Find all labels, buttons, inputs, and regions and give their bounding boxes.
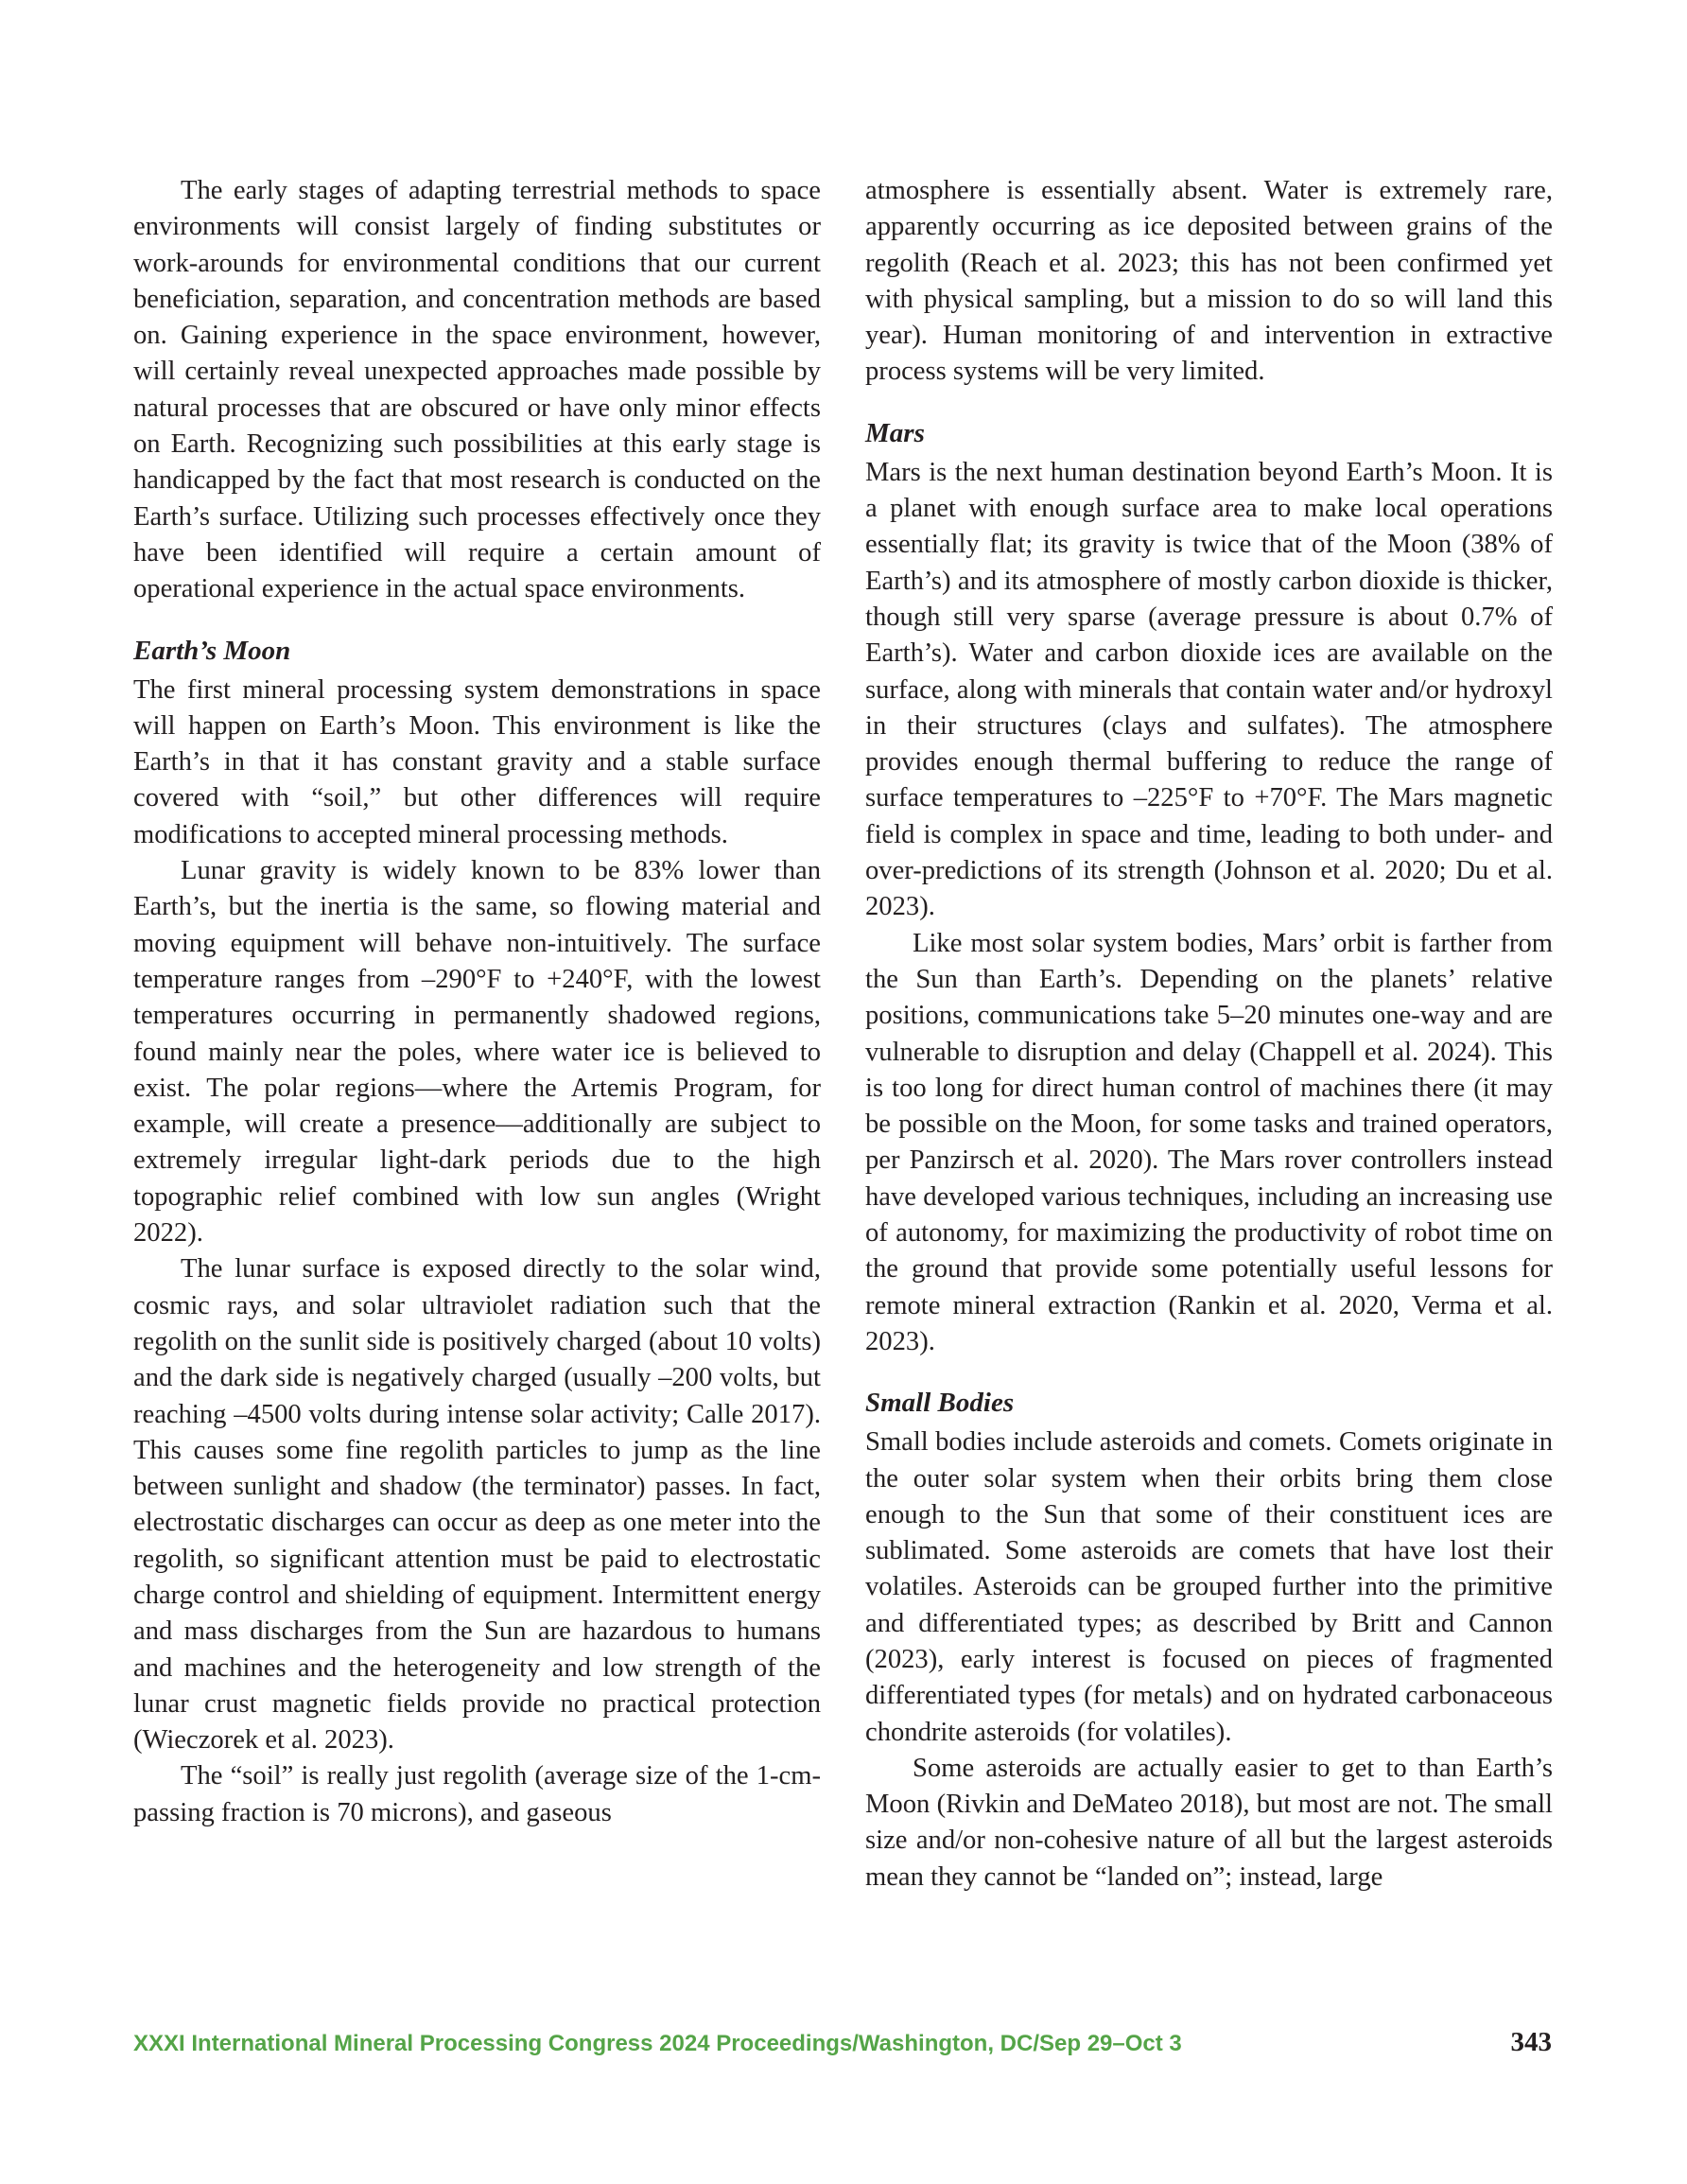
- section-heading-mars: Mars: [865, 417, 925, 448]
- paragraph: The lunar surface is exposed directly to the solar wind, cosmic rays, and solar ultraviolet radiation such that the regolith on the sunlit side is positively charged (about 10 volts) and the dark side is negatively charged (usually –200 volts, but reaching –4500 volts during intense solar activity; Calle 2017). This causes some fine regolith particles to jump as the line between sunlight and shadow (the terminator) passes. In fact, electrostatic discharges can occur as deep as one meter into the regolith, so significant attention must be paid to electrostatic charge control and shielding of equipment. Intermittent energy and mass discharges from the Sun are hazardous to humans and machines and the heterogeneity and low strength of the lunar crust magnetic fields provide no practical protection (Wieczorek et al. 2023).: [133, 1254, 821, 1756]
- right-column: [865, 173, 1553, 1896]
- left-column: [133, 173, 821, 1831]
- paragraph: Mars is the next human destination beyond Earth’s Moon. It is a planet with enough surface area to make local operations essentially flat; its gravity is twice that of the Moon (38% of Earth’s) and its atmosphere of mostly carbon dioxide is thicker, though still very sparse (average pressure is about 0.7% of Earth’s). Water and carbon dioxide ices are available on the surface, along with minerals that contain water and/or hydroxyl in their structures (clays and sulfates). The atmosphere provides enough thermal buffering to reduce the range of surface temperatures to –225°F to +70°F. The Mars magnetic field is complex in space and time, leading to both under- and over-predictions of its strength (Johnson et al. 2020; Du et al. 2023).: [865, 457, 1553, 922]
- section-heading-earths-moon: Earth’s Moon: [133, 635, 291, 666]
- page-number: 343: [1510, 2027, 1552, 2057]
- paragraph: The first mineral processing system demonstrations in space will happen on Earth’s Moon. This environment is like the Earth’s in that it has constant gravity and a stable surface covered with “soil,” but other differences will require modifications to accepted mineral processing methods.: [133, 674, 821, 849]
- paragraph: atmosphere is essentially absent. Water is extremely rare, apparently occurring as ice deposited between grains of the regolith (Reach et al. 2023; this has not been confirmed yet with physical sampling, but a mission to do so will land this year). Human monitoring of and intervention in extractive process systems will be very limited.: [865, 176, 1553, 387]
- paragraph: Like most solar system bodies, Mars’ orbit is farther from the Sun than Earth’s. Depending on the planets’ relative positions, communications take 5–20 minutes one-way and are vulnerable to disruption and delay (Chappell et al. 2024). This is too long for direct human control of machines there (it may be possible on the Moon, for some tasks and trained operators, per Panzirsch et al. 2020). The Mars rover controllers instead have developed various techniques, including an increasing use of autonomy, for maximizing the productivity of robot time on the ground that provide some potentially useful lessons for remote mineral extraction (Rankin et al. 2020, Verma et al. 2023).: [865, 928, 1553, 1356]
- paragraph: Lunar gravity is widely known to be 83% lower than Earth’s, but the inertia is the same, so flowing material and moving equipment will behave non-intuitively. The surface temperature ranges from –290°F to +240°F, with the lowest temperatures occurring in permanently shadowed regions, found mainly near the poles, where water ice is believed to exist. The polar regions—where the Artemis Program, for example, will create a presence—additionally are subject to extremely irregular light-dark periods due to the high topographic relief combined with low sun angles (Wright 2022).: [133, 856, 821, 1249]
- paragraph: The early stages of adapting terrestrial methods to space environments will consist largely of finding substitutes or work-arounds for environmental conditions that our current beneficiation, separation, and concentration methods are based on. Gaining experience in the space environment, however, will certainly reveal unexpected approaches made possible by natural processes that are obscured or have only minor effects on Earth. Recognizing such possibilities at this early stage is handicapped by the fact that most research is conducted on the Earth’s surface. Utilizing such processes effectively once they have been identified will require a certain amount of operational experience in the actual space environments.: [133, 176, 821, 604]
- paragraph: Small bodies include asteroids and comets. Comets originate in the outer solar system when their orbits bring them close enough to the Sun that some of their constituent ices are sublimated. Some asteroids are comets that have lost their volatiles. Asteroids can be grouped further into the primitive and differentiated types; as described by Britt and Cannon (2023), early interest is focused on pieces of fragmented differentiated types (for metals) and on hydrated carbonaceous chondrite asteroids (for volatiles).: [865, 1427, 1553, 1747]
- footer-proceedings-title: XXXI International Mineral Processing Congress 2024 Proceedings/Washington, DC/Sep 29–Oct 3: [133, 2031, 1182, 2056]
- section-heading-small-bodies: Small Bodies: [865, 1388, 1015, 1419]
- page-footer: [133, 2027, 1552, 2069]
- paragraph: Some asteroids are actually easier to get to than Earth’s Moon (Rivkin and DeMateo 2018), but most are not. The small size and/or non-cohesive nature of all but the largest asteroids mean they cannot be “landed on”; instead, large: [865, 1753, 1553, 1892]
- paragraph: The “soil” is really just regolith (average size of the 1-cm-passing fraction is 70 microns), and gaseous: [133, 1761, 821, 1827]
